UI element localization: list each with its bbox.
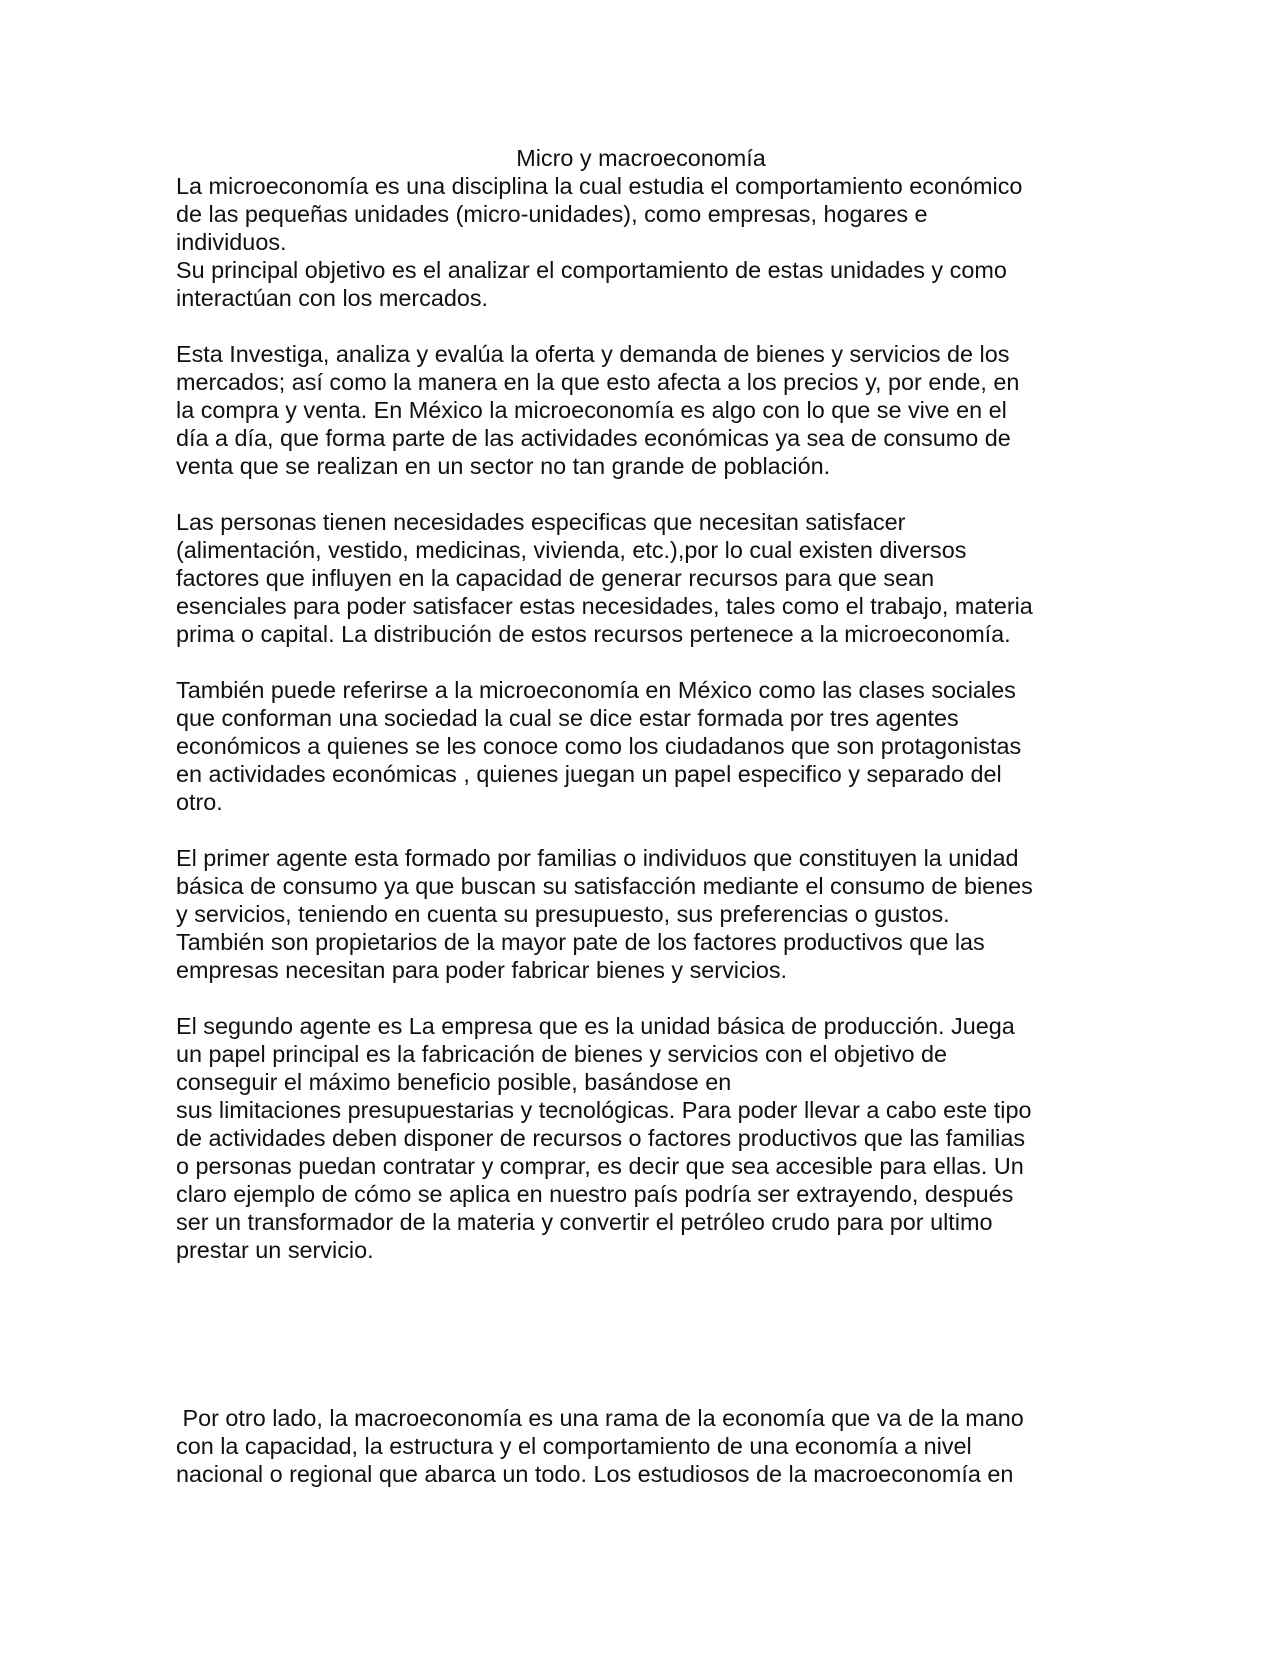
text-line: y servicios, teniendo en cuenta su presupuesto, sus preferencias o gustos. [176,901,950,927]
text-line: individuos. [176,229,287,255]
text-line: nacional o regional que abarca un todo. Los estudiosos de la macroeconomía en [176,1461,1014,1487]
text-line: día a día, que forma parte de las actividades económicas ya sea de consumo de [176,425,1011,451]
paragraph-1 [176,172,1106,312]
text-line: económicos a quienes se les conoce como los ciudadanos que son protagonistas [176,733,1022,759]
text-line: un papel principal es la fabricación de bienes y servicios con el objetivo de [176,1041,948,1067]
text-line: sus limitaciones presupuestarias y tecnológicas. Para poder llevar a cabo este tipo [176,1097,1032,1123]
text-line: prima o capital. La distribución de estos recursos pertenece a la microeconomía. [176,621,1011,647]
text-line: que conforman una sociedad la cual se dice estar formada por tres agentes [176,705,959,731]
text-line: con la capacidad, la estructura y el comportamiento de una economía a nivel [176,1433,972,1459]
paragraph-spacer [176,648,1106,676]
text-line: en actividades económicas , quienes juegan un papel especifico y separado del [176,761,1002,787]
text-line: empresas necesitan para poder fabricar bienes y servicios. [176,957,788,983]
text-line: También son propietarios de la mayor pate de los factores productivos que las [176,929,985,955]
text-line: la compra y venta. En México la microeconomía es algo con lo que se vive en el [176,397,1007,423]
text-line: prestar un servicio. [176,1237,374,1263]
paragraph-2 [176,340,1106,480]
text-line: de actividades deben disponer de recursos o factores productivos que las familias [176,1125,1026,1151]
section-spacer [176,1264,1106,1404]
text-line: Por otro lado, la macroeconomía es una rama de la economía que va de la mano [176,1405,1024,1431]
paragraph-spacer [176,312,1106,340]
text-line: factores que influyen en la capacidad de generar recursos para que sean [176,565,935,591]
text-line: ser un transformador de la materia y convertir el petróleo crudo para por ultimo [176,1209,993,1235]
text-line: (alimentación, vestido, medicinas, vivienda, etc.),por lo cual existen diversos [176,537,967,563]
text-line: El primer agente esta formado por familias o individuos que constituyen la unidad [176,845,1019,871]
paragraph-5 [176,844,1106,984]
paragraph-7 [176,1404,1106,1488]
text-line: El segundo agente es La empresa que es la unidad básica de producción. Juega [176,1013,1015,1039]
paragraph-spacer [176,480,1106,508]
text-line: claro ejemplo de cómo se aplica en nuestro país podría ser extrayendo, después [176,1181,1014,1207]
text-line: o personas puedan contratar y comprar, es decir que sea accesible para ellas. Un [176,1153,1024,1179]
text-line: otro. [176,789,223,815]
paragraph-spacer [176,984,1106,1012]
document-body [176,144,1106,1488]
text-line: conseguir el máximo beneficio posible, basándose en [176,1069,732,1095]
text-line: También puede referirse a la microeconomía en México como las clases sociales [176,677,1016,703]
text-line: de las pequeñas unidades (micro-unidades), como empresas, hogares e [176,201,928,227]
text-line: venta que se realizan en un sector no tan grande de población. [176,453,831,479]
paragraph-4 [176,676,1106,816]
text-line: básica de consumo ya que buscan su satisfacción mediante el consumo de bienes [176,873,1033,899]
paragraph-spacer [176,816,1106,844]
text-line: interactúan con los mercados. [176,285,489,311]
text-line: La microeconomía es una disciplina la cual estudia el comportamiento económico [176,173,1023,199]
text-line: mercados; así como la manera en la que esto afecta a los precios y, por ende, en [176,369,1020,395]
text-line: esenciales para poder satisfacer estas necesidades, tales como el trabajo, materia [176,593,1033,619]
page-title: Micro y macroeconomía [516,145,766,171]
text-line: Las personas tienen necesidades especificas que necesitan satisfacer [176,509,906,535]
paragraph-3 [176,508,1106,648]
text-line: Esta Investiga, analiza y evalúa la oferta y demanda de bienes y servicios de los [176,341,1010,367]
paragraph-6 [176,1012,1106,1264]
text-line: Su principal objetivo es el analizar el comportamiento de estas unidades y como [176,257,1007,283]
